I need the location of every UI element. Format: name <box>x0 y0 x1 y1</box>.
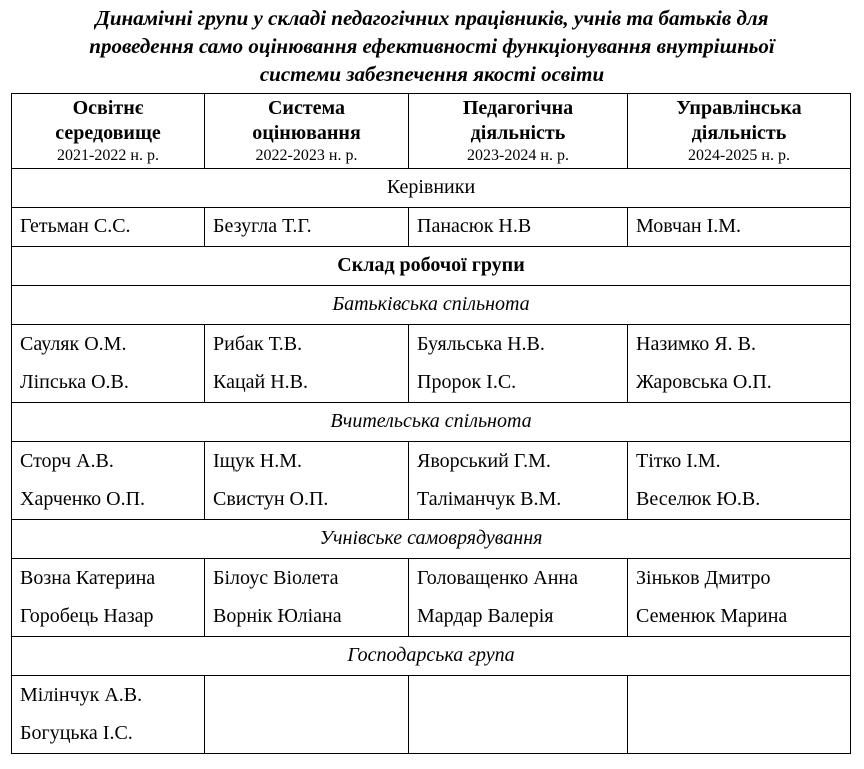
group-label: Учнівське самоврядування <box>12 520 851 559</box>
group-label: Батьківська спільнота <box>12 286 851 325</box>
column-year: 2024-2025 н. р. <box>688 147 790 164</box>
section-row <box>12 247 851 286</box>
member-name: Яворський Г.М. <box>417 450 551 472</box>
column-title: діяльність <box>470 122 566 144</box>
column-header <box>205 94 409 169</box>
group-members-row <box>12 676 851 754</box>
member-name: Семенюк Марина <box>636 605 788 627</box>
leaders-row <box>12 208 851 247</box>
group-label-row <box>12 637 851 676</box>
group-label: Господарська група <box>12 637 851 676</box>
title-line: Динамічні групи у складі педагогічних працівників, учнів та батьків для <box>95 6 769 30</box>
column-year: 2022-2023 н. р. <box>255 147 358 164</box>
member-cell <box>12 442 205 520</box>
member-name: Сторч А.В. <box>20 450 114 472</box>
member-name: Горобець Назар <box>20 605 154 627</box>
member-cell <box>12 325 205 403</box>
column-header <box>12 94 205 169</box>
member-name: Ворнік Юліана <box>213 605 342 627</box>
member-cell <box>205 325 409 403</box>
member-name: Возна Катерина <box>20 567 156 589</box>
member-cell <box>628 676 851 754</box>
member-cell <box>628 559 851 637</box>
member-name <box>213 714 400 752</box>
column-title: середовище <box>55 122 161 144</box>
member-name <box>417 714 619 752</box>
leader-name: Гетьман С.С. <box>12 208 205 247</box>
column-title: Система <box>267 97 346 119</box>
title-line: проведення само оцінювання ефективності функціонування внутрішньої <box>89 34 775 58</box>
member-cell <box>205 442 409 520</box>
leader-name: Безугла Т.Г. <box>205 208 409 247</box>
column-title: Педагогічна <box>462 97 574 119</box>
group-label-row <box>12 403 851 442</box>
member-cell <box>409 442 628 520</box>
column-year: 2023-2024 н. р. <box>467 147 569 164</box>
leaders-label: Керівники <box>12 169 851 208</box>
member-name: Білоус Віолета <box>213 567 339 589</box>
member-name <box>636 676 842 714</box>
member-name: Сауляк О.М. <box>20 333 127 355</box>
leader-name: Мовчан І.М. <box>628 208 851 247</box>
document-title <box>0 4 864 88</box>
member-name <box>213 676 400 714</box>
member-name: Кацай Н.В. <box>213 371 309 393</box>
member-name: Головащенко Анна <box>417 567 578 589</box>
member-name: Мардар Валерія <box>417 605 554 627</box>
column-header <box>409 94 628 169</box>
column-title: Освітнє <box>72 97 144 119</box>
member-name: Іщук Н.М. <box>213 450 303 472</box>
groups-table <box>11 93 851 754</box>
header-row <box>12 94 851 169</box>
column-header <box>628 94 851 169</box>
member-cell <box>409 676 628 754</box>
column-title: діяльність <box>691 122 787 144</box>
member-name: Свистун О.П. <box>213 488 329 510</box>
group-members-row <box>12 559 851 637</box>
member-name: Пророк І.С. <box>417 371 517 393</box>
column-year: 2021-2022 н. р. <box>57 147 159 164</box>
member-name <box>636 714 842 752</box>
member-name: Зіньков Дмитро <box>636 567 771 589</box>
member-cell <box>409 559 628 637</box>
member-cell <box>409 325 628 403</box>
member-name: Назимко Я. В. <box>636 333 756 355</box>
member-name: Харченко О.П. <box>20 488 146 510</box>
member-name: Ліпська О.В. <box>20 371 129 393</box>
member-name: Таліманчук В.М. <box>417 488 562 510</box>
member-name: Жаровська О.П. <box>636 371 772 393</box>
member-name: Буяльська Н.В. <box>417 333 545 355</box>
title-line: системи забезпечення якості освіти <box>259 62 605 86</box>
member-cell <box>628 442 851 520</box>
member-name: Мілінчук А.В. <box>20 684 143 706</box>
group-label: Вчительська спільнота <box>12 403 851 442</box>
group-label-row <box>12 520 851 559</box>
member-cell <box>628 325 851 403</box>
member-name: Богуцька І.С. <box>20 722 133 744</box>
section-row <box>12 169 851 208</box>
member-name: Рибак Т.В. <box>213 333 303 355</box>
member-name <box>417 676 619 714</box>
member-name: Веселюк Ю.В. <box>636 488 761 510</box>
member-cell <box>12 559 205 637</box>
group-members-row <box>12 442 851 520</box>
working-group-label: Склад робочої групи <box>12 247 851 286</box>
member-name: Тітко І.М. <box>636 450 721 472</box>
group-members-row <box>12 325 851 403</box>
member-cell <box>205 559 409 637</box>
member-cell <box>12 676 205 754</box>
member-cell <box>205 676 409 754</box>
group-label-row <box>12 286 851 325</box>
column-title: оцінювання <box>252 122 361 144</box>
column-title: Управлінська <box>676 97 802 119</box>
leader-name: Панасюк Н.В <box>409 208 628 247</box>
